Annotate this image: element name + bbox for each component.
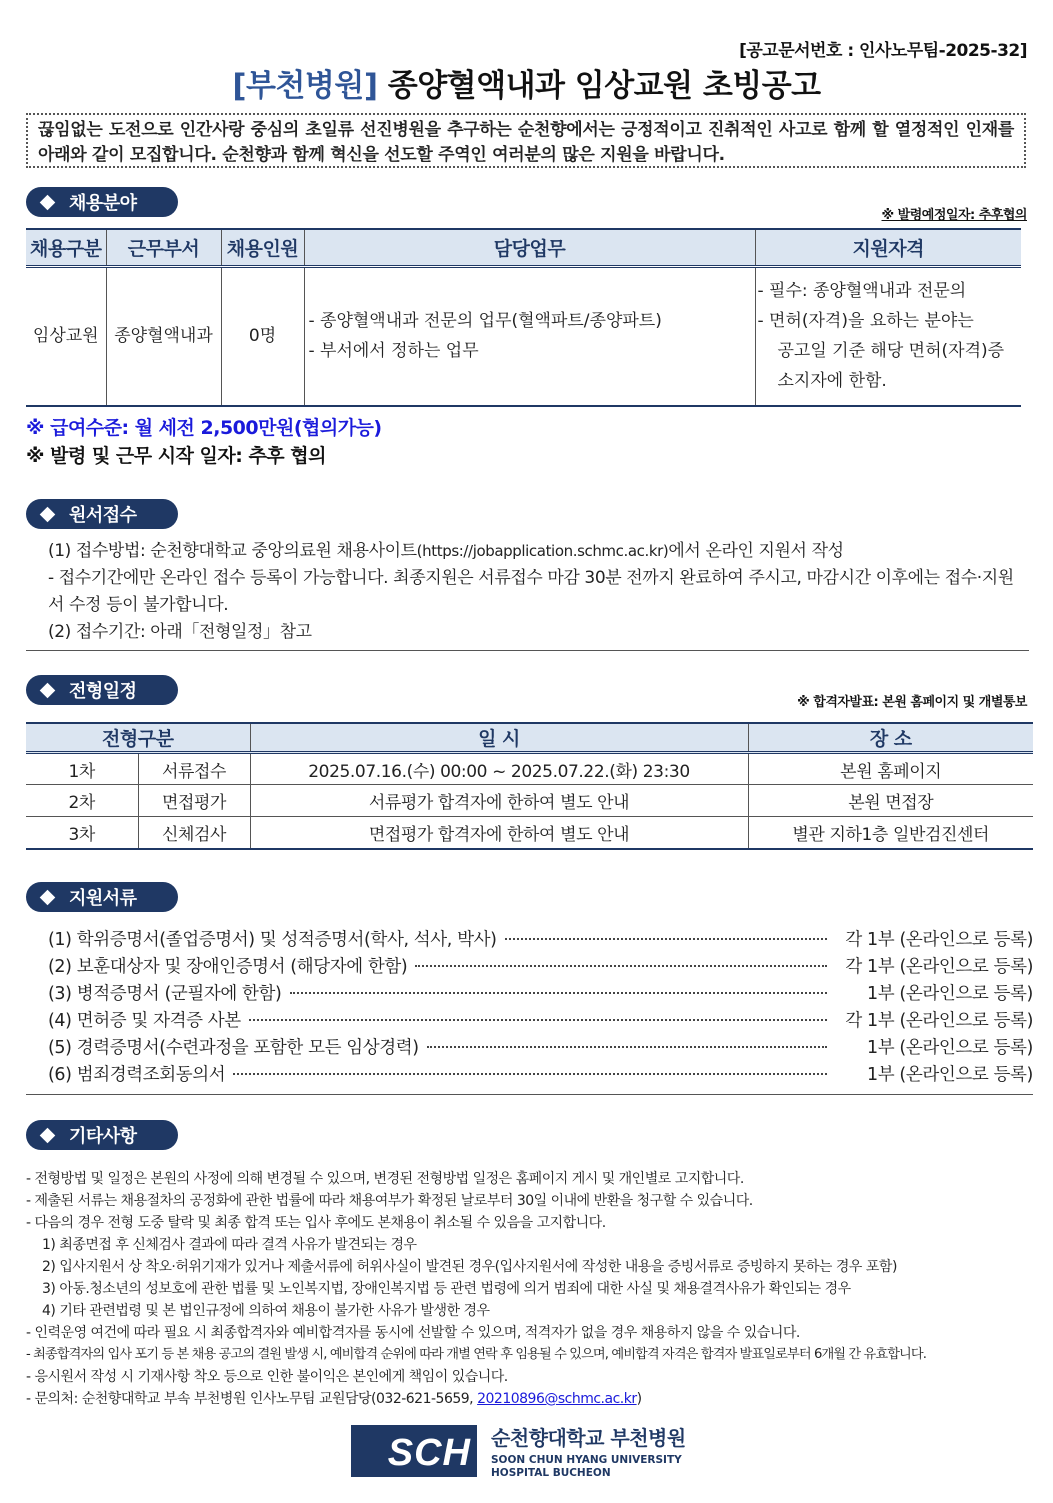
list-item xyxy=(26,954,1033,981)
diamond-icon xyxy=(40,506,56,522)
qual-line: 공고일 기준 해당 면허(자격)증 xyxy=(777,341,1005,362)
document-number: [공고문서번호 : 인사노무팀-2025-32] xyxy=(739,41,1027,61)
logo-text xyxy=(491,1422,686,1480)
method-text: (1) 접수방법: 순천향대학교 중앙의료원 채용사이트 xyxy=(48,541,417,561)
section-documents-heading xyxy=(26,882,178,912)
contact-email-link[interactable]: 20210896@schmc.ac.kr xyxy=(477,1391,637,1407)
table-row xyxy=(26,753,1033,785)
diamond-icon xyxy=(40,194,56,210)
note-subline: 1) 최종면접 후 신체검사 결과에 따라 결격 사유가 발견되는 경우 xyxy=(42,1237,417,1253)
start-date-note: ※ 발령 및 근무 시작 일자: 추후 협의 xyxy=(26,445,326,467)
table-row xyxy=(26,785,1033,817)
section-label: 채용분야 xyxy=(69,193,137,214)
cell-stage-name: 면접평가 xyxy=(138,785,250,817)
note-subline: 4) 기타 관련법령 및 본 법인규정에 의하여 채용이 불가한 사유가 발생한 경우 xyxy=(42,1303,490,1319)
documents-list xyxy=(26,927,1033,1095)
doc-count: 각 1부 (온라인으로 등록) xyxy=(845,930,1033,950)
contact-text-end: ) xyxy=(636,1391,642,1407)
section-schedule-heading xyxy=(26,675,178,705)
doc-count: 각 1부 (온라인으로 등록) xyxy=(845,957,1033,977)
appointment-note: ※ 발령예정일자: 추후협의 xyxy=(881,208,1027,223)
cell-stage-name: 신체검사 xyxy=(138,817,250,849)
doc-count: 1부 (온라인으로 등록) xyxy=(867,984,1033,1004)
doc-count: 각 1부 (온라인으로 등록) xyxy=(845,1011,1033,1031)
doc-label: (2) 보훈대상자 및 장애인증명서 (해당자에 한함) xyxy=(48,957,408,977)
diamond-icon xyxy=(40,682,56,698)
duty-line: - 부서에서 정하는 업무 xyxy=(308,341,479,362)
list-item xyxy=(26,927,1033,954)
cell-date: 서류평가 합격자에 한하여 별도 안내 xyxy=(250,785,748,817)
dot-leader xyxy=(415,965,827,967)
list-item xyxy=(26,1008,1033,1035)
page-title xyxy=(0,60,1053,105)
cell-dept: 종양혈액내과 xyxy=(106,266,221,406)
cell-qualification xyxy=(755,266,1021,406)
section-label: 지원서류 xyxy=(69,888,137,909)
note-line: - 인력운영 여건에 따라 필요 시 최종합격자와 예비합격자를 동시에 선발할 수 있으며, 적격자가 없을 경우 채용하지 않을 수 있습니다. xyxy=(26,1325,800,1341)
announcement-note: ※ 합격자발표: 본원 홈페이지 및 개별통보 xyxy=(797,695,1027,710)
col-header: 지원자격 xyxy=(755,229,1021,266)
diamond-icon xyxy=(40,1127,56,1143)
cell-type: 임상교원 xyxy=(26,266,106,406)
dot-leader xyxy=(249,1019,827,1021)
application-period: (2) 접수기간: 아래「전형일정」참고 xyxy=(48,622,312,642)
application-method xyxy=(26,538,1029,565)
logo-english-line: SOON CHUN HYANG UNIVERSITY xyxy=(491,1454,682,1466)
salary-note: ※ 급여수준: 월 세전 2,500만원(협의가능) xyxy=(26,417,382,439)
cell-stage-name: 서류접수 xyxy=(138,753,250,785)
contact-line xyxy=(26,1388,1029,1410)
cell-stage: 2차 xyxy=(26,785,138,817)
section-label: 전형일정 xyxy=(69,681,137,702)
note-subline: 3) 아동.청소년의 성보호에 관한 법률 및 노인복지법, 장애인복지법 등 관련 법령에 의거 범죄에 대한 사실 및 채용결격사유가 확인되는 경우 xyxy=(42,1281,851,1297)
dot-leader xyxy=(505,938,827,940)
col-header: 채용구분 xyxy=(26,229,106,266)
schedule-table xyxy=(26,722,1033,850)
recruit-site-url: (https://jobapplication.schmc.ac.kr) xyxy=(416,542,669,560)
cell-stage: 3차 xyxy=(26,817,138,849)
dot-leader xyxy=(233,1073,827,1075)
doc-label: (5) 경력증명서(수련과정을 포함한 모든 임상경력) xyxy=(48,1038,419,1058)
section-label: 원서접수 xyxy=(69,505,137,526)
doc-label: (3) 병적증명서 (군필자에 한함) xyxy=(48,984,282,1004)
note-line: - 응시원서 작성 시 기재사항 착오 등으로 인한 불이익은 본인에게 책임이 있습니다. xyxy=(26,1369,508,1385)
qual-line: - 필수: 종양혈액내과 전문의 xyxy=(757,281,967,302)
list-item xyxy=(26,981,1033,1008)
section-recruit-heading xyxy=(26,187,178,217)
cell-duty xyxy=(304,266,755,406)
hospital-logo xyxy=(351,1422,686,1480)
section-label: 기타사항 xyxy=(69,1126,137,1147)
logo-korean-name: 순천향대학교 부천병원 xyxy=(491,1426,686,1450)
doc-label: (6) 범죄경력조회동의서 xyxy=(48,1065,226,1085)
title-main: 종양혈액내과 임상교원 초빙공고 xyxy=(377,68,821,104)
dot-leader xyxy=(427,1046,827,1048)
list-item xyxy=(26,1062,1033,1089)
application-notice: - 접수기간에만 온라인 접수 등록이 가능합니다. 최종지원은 서류접수 마감 30분 전까지 완료하여 주시고, 마감시간 이후에는 접수·지원서 수정 등이 불가합니다. xyxy=(48,568,1014,615)
etc-notes xyxy=(26,1168,1029,1410)
cell-place: 본원 홈페이지 xyxy=(748,753,1033,785)
diamond-icon xyxy=(40,889,56,905)
note-line: - 전형방법 및 일정은 본원의 사정에 의해 변경될 수 있으며, 변경된 전형방법 일정은 홈페이지 게시 및 개인별로 고지합니다. xyxy=(26,1171,744,1187)
list-item xyxy=(26,1035,1033,1062)
col-header: 전형구분 xyxy=(26,723,250,753)
table-row xyxy=(26,266,1021,406)
qual-line: 소지자에 한함. xyxy=(777,371,887,392)
doc-count: 1부 (온라인으로 등록) xyxy=(867,1065,1033,1085)
table-row xyxy=(26,817,1033,849)
contact-text: - 문의처: 순천향대학교 부속 부천병원 인사노무팀 교원담당(032-621-5659, xyxy=(26,1391,478,1407)
sch-logo-mark: SCH xyxy=(351,1425,477,1477)
note-subline: 2) 입사지원서 상 착오·허위기재가 있거나 제출서류에 허위사실이 발견된 경우(입사지원서에 작성한 내용을 증빙서류로 증빙하지 못하는 경우 포함) xyxy=(42,1259,897,1275)
qual-line: - 면허(자격)을 요하는 분야는 xyxy=(757,311,974,332)
col-header: 장 소 xyxy=(748,723,1033,753)
note-line: - 최종합격자의 입사 포기 등 본 채용 공고의 결원 발생 시, 예비합격 순위에 따라 개별 연락 후 임용될 수 있으며, 예비합격 자격은 합격자 발표일로부터 6개월 간 유효합니다. xyxy=(26,1347,927,1362)
logo-english-line: HOSPITAL BUCHEON xyxy=(491,1467,611,1479)
note-line: - 제출된 서류는 채용절차의 공정화에 관한 법률에 따라 채용여부가 확정된 날로부터 30일 이내에 반환을 청구할 수 있습니다. xyxy=(26,1193,753,1209)
table-header-row xyxy=(26,229,1021,266)
doc-label: (1) 학위증명서(졸업증명서) 및 성적증명서(학사, 석사, 박사) xyxy=(48,930,497,950)
application-text xyxy=(26,538,1029,651)
recruit-table xyxy=(26,228,1021,407)
cell-place: 본원 면접장 xyxy=(748,785,1033,817)
title-hospital: [부천병원] xyxy=(232,68,378,104)
dot-leader xyxy=(290,992,828,994)
cell-count: 0명 xyxy=(221,266,304,406)
note-line: - 다음의 경우 전형 도중 탈락 및 최종 합격 또는 입사 후에도 본채용이 취소될 수 있음을 고지합니다. xyxy=(26,1215,606,1231)
cell-date: 면접평가 합격자에 한하여 별도 안내 xyxy=(250,817,748,849)
section-application-heading xyxy=(26,499,178,529)
section-etc-heading xyxy=(26,1120,178,1150)
cell-date: 2025.07.16.(수) 00:00 ~ 2025.07.22.(화) 23:30 xyxy=(250,753,748,785)
doc-label: (4) 면허증 및 자격증 사본 xyxy=(48,1011,241,1031)
cell-place: 별관 지하1층 일반검진센터 xyxy=(748,817,1033,849)
duty-line: - 종양혈액내과 전문의 업무(혈액파트/종양파트) xyxy=(308,311,662,332)
col-header: 담당업무 xyxy=(304,229,755,266)
table-header-row xyxy=(26,723,1033,753)
cell-stage: 1차 xyxy=(26,753,138,785)
method-text-end: 에서 온라인 지원서 작성 xyxy=(668,541,844,561)
col-header: 채용인원 xyxy=(221,229,304,266)
doc-count: 1부 (온라인으로 등록) xyxy=(867,1038,1033,1058)
col-header: 근무부서 xyxy=(106,229,221,266)
intro-box: 끊임없는 도전으로 인간사랑 중심의 초일류 선진병원을 추구하는 순천향에서는 긍정적이고 진취적인 사고로 함께 할 열정적인 인재를 아래와 같이 모집합니다. 순천향과 함께 혁신을 선도할 주역인 여러분의 많은 지원을 바랍니다. xyxy=(26,113,1026,168)
col-header: 일 시 xyxy=(250,723,748,753)
